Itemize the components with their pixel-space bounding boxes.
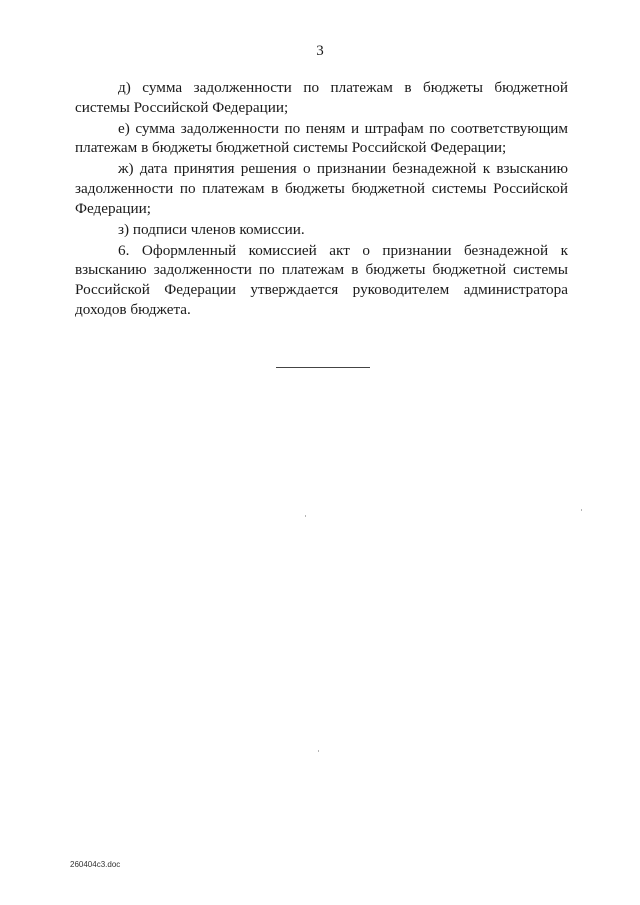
document-body (75, 78, 568, 321)
paragraph-item-d: д) сумма задолженности по платежам в бюджеты бюджетной системы Российской Федерации; (75, 79, 568, 116)
scan-artifact (318, 750, 319, 752)
scan-artifact (581, 509, 582, 511)
paragraph-item-z: з) подписи членов комиссии. (118, 220, 305, 238)
file-name-footer: 260404c3.doc (70, 860, 121, 869)
scan-artifact (305, 515, 306, 517)
end-of-text-divider (276, 367, 370, 368)
paragraph-item-zh: ж) дата принятия решения о признании безнадежной к взысканию задолженности по платежам в бюджеты бюджетной системы Российской Федерации; (75, 160, 568, 217)
page-number: 3 (316, 43, 324, 59)
paragraph-section-6: 6. Оформленный комиссией акт о признании безнадежной к взысканию задолженности по платежам в бюджеты бюджетной системы Российской Федерации утверждается руководителем администратора доходов бюджета. (75, 241, 568, 318)
paragraph-item-e: е) сумма задолженности по пеням и штрафам по соответствующим платежам в бюджеты бюджетной системы Российской Федерации; (75, 119, 568, 157)
